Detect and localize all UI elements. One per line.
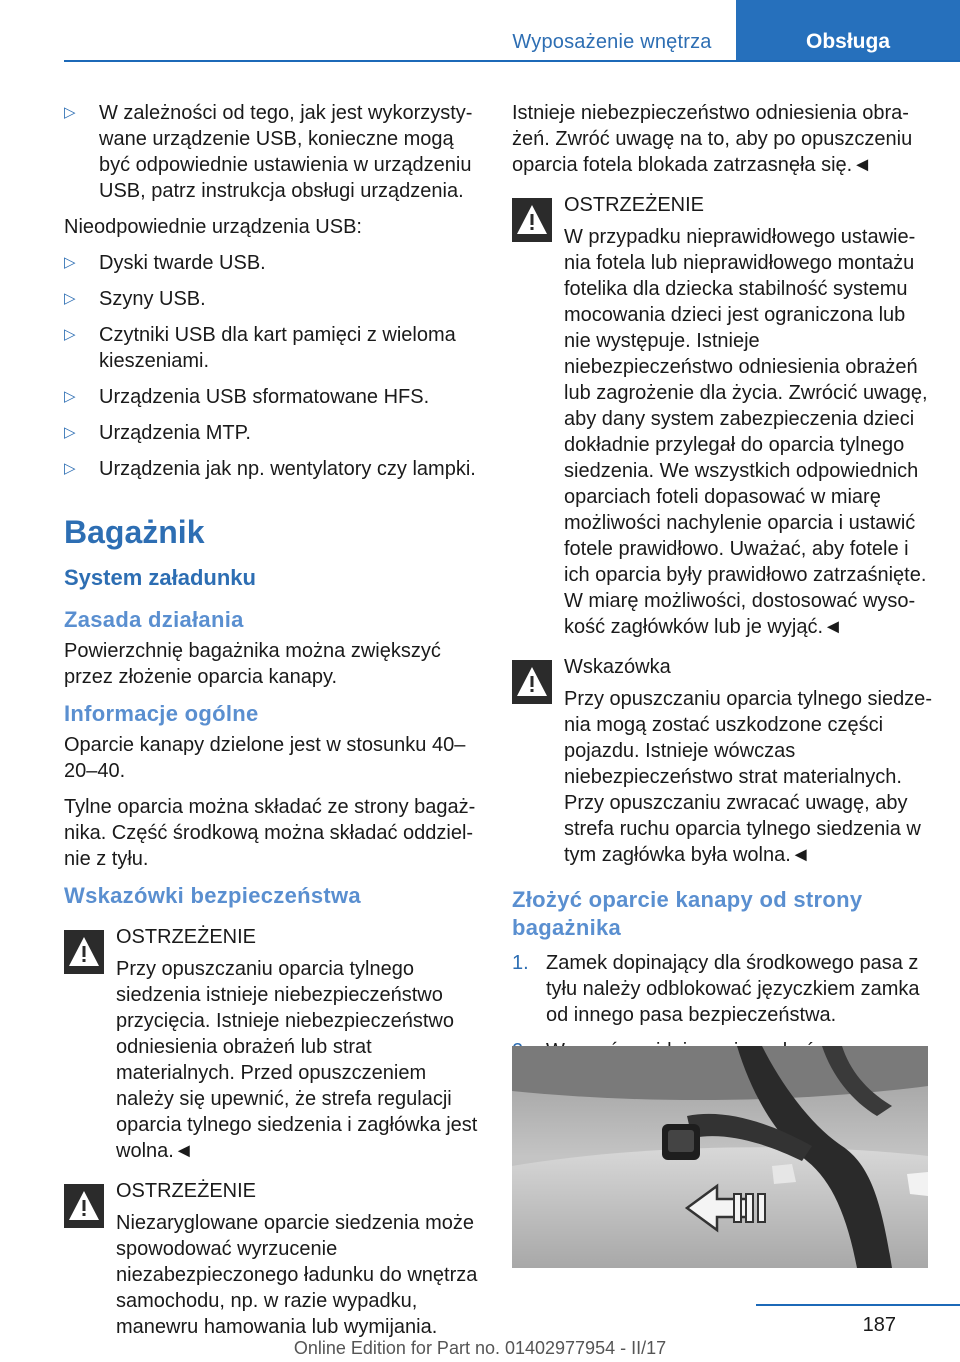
bullet-marker-icon: ▷ xyxy=(64,460,76,477)
note-block xyxy=(512,654,932,868)
header-chapter-tab[interactable]: Obsługa xyxy=(736,0,960,62)
bullet-marker-icon: ▷ xyxy=(64,326,76,343)
list-item: ▷ Urządzenia MTP. xyxy=(64,422,251,444)
warning-block xyxy=(512,192,932,640)
general-text-1: Oparcie kanapy dzielone jest w stosunku 40–20–40. xyxy=(64,734,466,782)
warning-triangle-icon xyxy=(64,1184,104,1228)
section-heading: System załadunku xyxy=(64,565,256,590)
list-item: ▷ Czytniki USB dla kart pamięci z wieloma kieszeniami. xyxy=(64,324,456,372)
header-rule xyxy=(64,60,960,62)
edition-footer: Online Edition for Part no. 01402977954 - II/17 xyxy=(293,1338,667,1358)
warning-triangle-icon xyxy=(64,930,104,974)
chapter-heading: Bagażnik xyxy=(64,514,205,550)
end-marker-icon: ◄ xyxy=(852,154,873,176)
left-column xyxy=(64,100,478,1354)
warning-title: OSTRZEŻENIE xyxy=(116,926,257,948)
seat-belt-clip-illustration xyxy=(512,1046,928,1268)
header-section-title: Wyposażenie wnętrza xyxy=(512,31,712,53)
subsection-heading-safety: Wskazówki bezpieczeństwa xyxy=(64,883,361,908)
warning-text: W przypadku nieprawidłowego ustawienia fotela lub nieprawidłowego montażu fotelika dla dziecka stabilność systemu mocowania dzieci jest ograniczona lub nie występuje. Istnieje niebezpieczeństwo odniesienia obrażeń lub zagrożenie dla życia. Zwrócić uwagę, aby dany system zabezpieczenia dzieci dokładnie przylegał do oparcia tylnego siedzenia. We wszystkich odpowiednich oparciach foteli dopasować w miarę możliwości nachylenie oparcia i ustawić fotele prawidłowo. Uważać, aby fotele i ich oparcia były prawidłowo zatrzaśnięte. W miarę możliwości, dostosować wysokość zagłówków lub je wyjąć. xyxy=(564,226,928,638)
warning-text: Przy opuszczaniu oparcia tylnego siedzenia istnieje niebezpieczeństwo przycięcia. Istnieje niebezpieczeństwo odniesienia obrażeń lub strat materialnych. Przed opuszczeniem należy się upewnić, że strefa regulacji oparcia tylnego siedzenia i zagłówka jest wolna. xyxy=(116,958,478,1162)
step-number: 1. xyxy=(512,952,529,974)
subsection-heading-general: Informacje ogólne xyxy=(64,701,259,726)
bullet-marker-icon: ▷ xyxy=(64,254,76,271)
page-number: 187 xyxy=(862,1314,896,1336)
note-text: Przy opuszczaniu oparcia tylnego siedzenia mogą zostać uszkodzone części pojazdu. Istnieje wówczas niebezpieczeństwo strat materialnych. Przy opuszczaniu zwracać uwagę, aby strefa ruchu oparcia tylnego siedzenia w tym zagłówka była wolna. xyxy=(564,688,932,866)
principle-text: Powierzchnię bagażnika można zwiększyć przez złożenie oparcia kanapy. xyxy=(64,640,441,688)
warning-triangle-icon xyxy=(512,198,552,242)
subsection-heading-principle: Zasada działania xyxy=(64,607,244,632)
footer-rule xyxy=(756,1304,960,1306)
bullet-marker-icon: ▷ xyxy=(64,388,76,405)
end-marker-icon: ◄ xyxy=(173,1140,194,1162)
note-title: Wskazówka xyxy=(564,656,671,678)
bullet-marker-icon: ▷ xyxy=(64,104,76,121)
warning-block xyxy=(64,1178,478,1340)
end-marker-icon: ◄ xyxy=(823,616,843,638)
caution-triangle-icon xyxy=(512,660,552,704)
list-item: 1. Zamek dopinający dla środkowego pasa z tyłu należy odblokować języczkiem zamka od innego pasa bezpieczeństwa. xyxy=(512,952,920,1026)
subsection-heading-fold: Złożyć oparcie kanapy od strony bagażnika xyxy=(512,887,863,940)
warning-title: OSTRZEŻENIE xyxy=(116,1180,257,1202)
list-item: ▷ Urządzenia jak np. wentylatory czy lampki. xyxy=(64,458,476,480)
bullet-marker-icon: ▷ xyxy=(64,424,76,441)
warning-text: Niezaryglowane oparcie siedzenia może spowodować wyrzucenie niezabezpieczonego ładunku do wnętrza samochodu, np. w razie wypadku, manewru hamowania lub wymijania. xyxy=(116,1212,478,1338)
list-item: ▷ Szyny USB. xyxy=(64,288,206,310)
right-column xyxy=(512,100,932,1126)
unsuitable-label: Nieodpowiednie urządzenia USB: xyxy=(64,216,362,238)
list-item: ▷ Dyski twarde USB. xyxy=(64,252,266,274)
list-item: ▷ Urządzenia USB sformatowane HFS. xyxy=(64,386,430,408)
warning-block xyxy=(64,924,478,1164)
continued-text: Istnieje niebezpieczeństwo odniesienia obrażeń. Zwróć uwagę na to, aby po opuszczeniu oparcia fotela blokada zatrzasnęła się. xyxy=(512,102,913,176)
end-marker-icon: ◄ xyxy=(790,844,811,866)
warning-title: OSTRZEŻENIE xyxy=(564,194,705,216)
list-item: ▷ W zależności od tego, jak jest wykorzystywane urządzenie USB, konieczne mogą być odpowiednie ustawienia w urządzeniu USB, patrz instrukcja obsługi urządzenia. xyxy=(64,102,473,202)
general-text-2: Tylne oparcia można składać ze strony bagażnika. Część środkową można składać oddzielnie z tyłu. xyxy=(64,796,476,870)
bullet-marker-icon: ▷ xyxy=(64,290,76,307)
